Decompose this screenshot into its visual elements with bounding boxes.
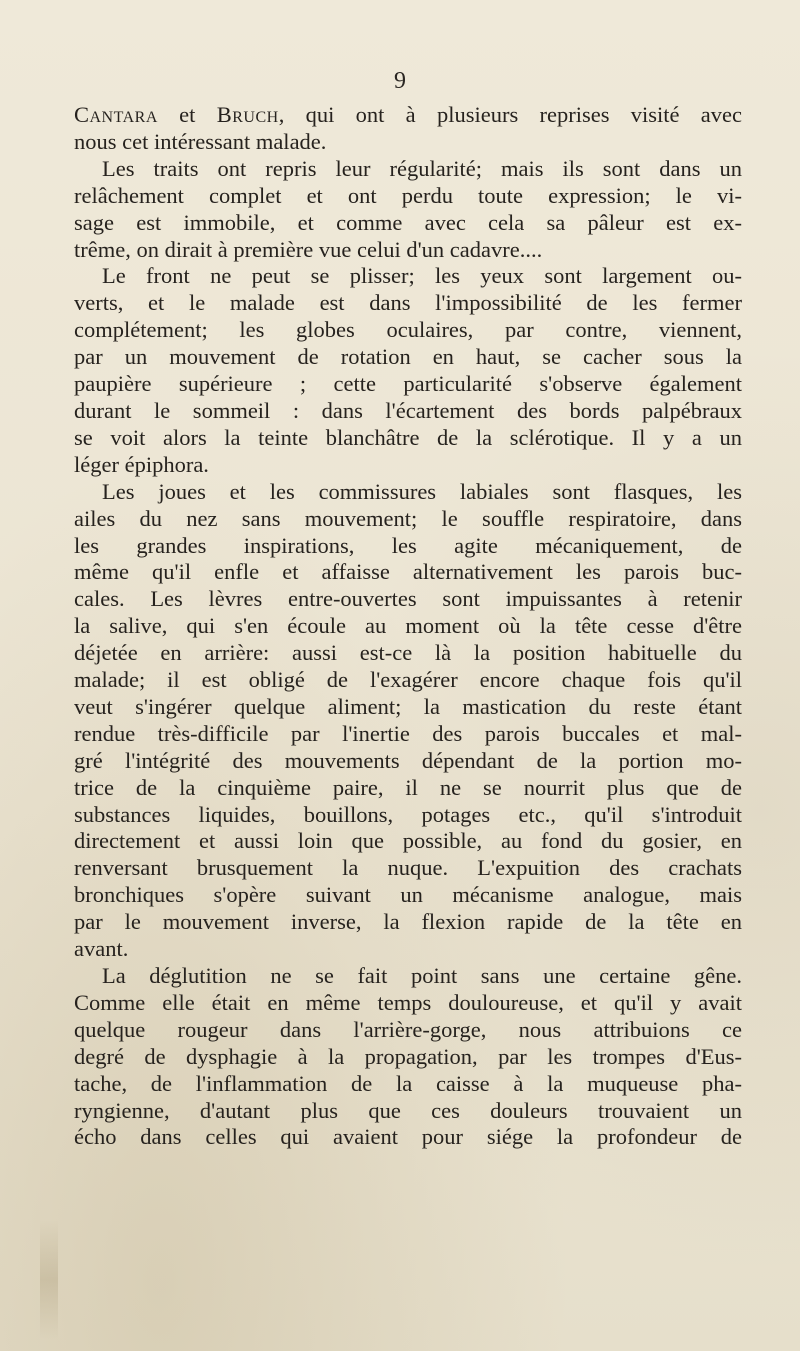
page-number: 9 [394, 68, 406, 94]
text-line: tache, de l'inflammation de la caisse à la muqueuse pha- [74, 1070, 742, 1096]
text-line: ryngienne, d'autant plus que ces douleurs trouvaient un [74, 1097, 742, 1123]
page-stain [40, 1220, 58, 1340]
text-line: substances liquides, bouillons, potages etc., qu'il s'introduit [74, 801, 742, 827]
text-line: sage est immobile, et comme avec cela sa pâleur est ex- [74, 209, 742, 235]
text-line: degré de dysphagie à la propagation, par les trompes d'Eus- [74, 1043, 742, 1069]
text-line: trice de la cinquième paire, il ne se nourrit plus que de [74, 774, 742, 800]
text-line: rendue très-difficile par l'inertie des parois buccales et mal- [74, 720, 742, 746]
text-line: se voit alors la teinte blanchâtre de la sclérotique. Il y a un [74, 424, 742, 450]
author-name: Bruch [216, 102, 279, 127]
text-line: durant le sommeil : dans l'écartement des bords palpébraux [74, 397, 742, 423]
text-line: par le mouvement inverse, la flexion rapide de la tête en [74, 909, 742, 935]
text-line: Cantara et Bruch, qui ont à plusieurs reprises visité avec [74, 102, 742, 127]
text-line: trême, on dirait à première vue celui d'un cadavre.... [74, 236, 543, 262]
text-line: les grandes inspirations, les agite mécaniquement, de [74, 532, 742, 558]
text-line: cales. Les lèvres entre-ouvertes sont impuissantes à retenir [74, 586, 742, 612]
text-line: bronchiques s'opère suivant un mécanisme analogue, mais [74, 882, 742, 908]
text-line: veut s'ingérer quelque aliment; la mastication du reste étant [74, 693, 742, 719]
body-text [74, 102, 742, 1151]
text-line: gré l'intégrité des mouvements dépendant de la portion mo- [74, 747, 742, 773]
text-line: relâchement complet et ont perdu toute expression; le vi- [74, 182, 742, 208]
text-line: même qu'il enfle et affaisse alternativement les parois buc- [74, 559, 742, 585]
text-line: ailes du nez sans mouvement; le souffle respiratoire, dans [74, 505, 742, 531]
text-line: nous cet intéressant malade. [74, 128, 327, 154]
text-line: malade; il est obligé de l'exagérer encore chaque fois qu'il [74, 667, 742, 693]
text-line: léger épiphora. [74, 451, 209, 477]
text-line: renversant brusquement la nuque. L'expuition des crachats [74, 855, 742, 881]
author-name: Cantara [74, 102, 158, 127]
text-line: avant. [74, 936, 129, 962]
text-line: déjetée en arrière: aussi est-ce là la position habituelle du [74, 640, 742, 666]
text-line: écho dans celles qui avaient pour siége la profondeur de [74, 1124, 742, 1150]
text-line: quelque rougeur dans l'arrière-gorge, nous attribuions ce [74, 1016, 742, 1042]
text-line: directement et aussi loin que possible, au fond du gosier, en [74, 828, 742, 854]
text-line: Les traits ont repris leur régularité; mais ils sont dans un [102, 155, 742, 181]
text-line: Le front ne peut se plisser; les yeux sont largement ou- [102, 263, 742, 289]
text-line: par un mouvement de rotation en haut, se cacher sous la [74, 344, 742, 370]
text-line: la salive, qui s'en écoule au moment où la tête cesse d'être [74, 613, 742, 639]
text-line: Comme elle était en même temps douloureuse, et qu'il y avait [74, 989, 742, 1015]
text-line: La déglutition ne se fait point sans une certaine gêne. [102, 963, 742, 988]
text-line: verts, et le malade est dans l'impossibilité de les fermer [74, 290, 742, 316]
text-line: paupière supérieure ; cette particularité s'observe également [74, 371, 742, 397]
text-line: complétement; les globes oculaires, par contre, viennent, [74, 317, 742, 343]
text-line: Les joues et les commissures labiales sont flasques, les [102, 478, 742, 504]
